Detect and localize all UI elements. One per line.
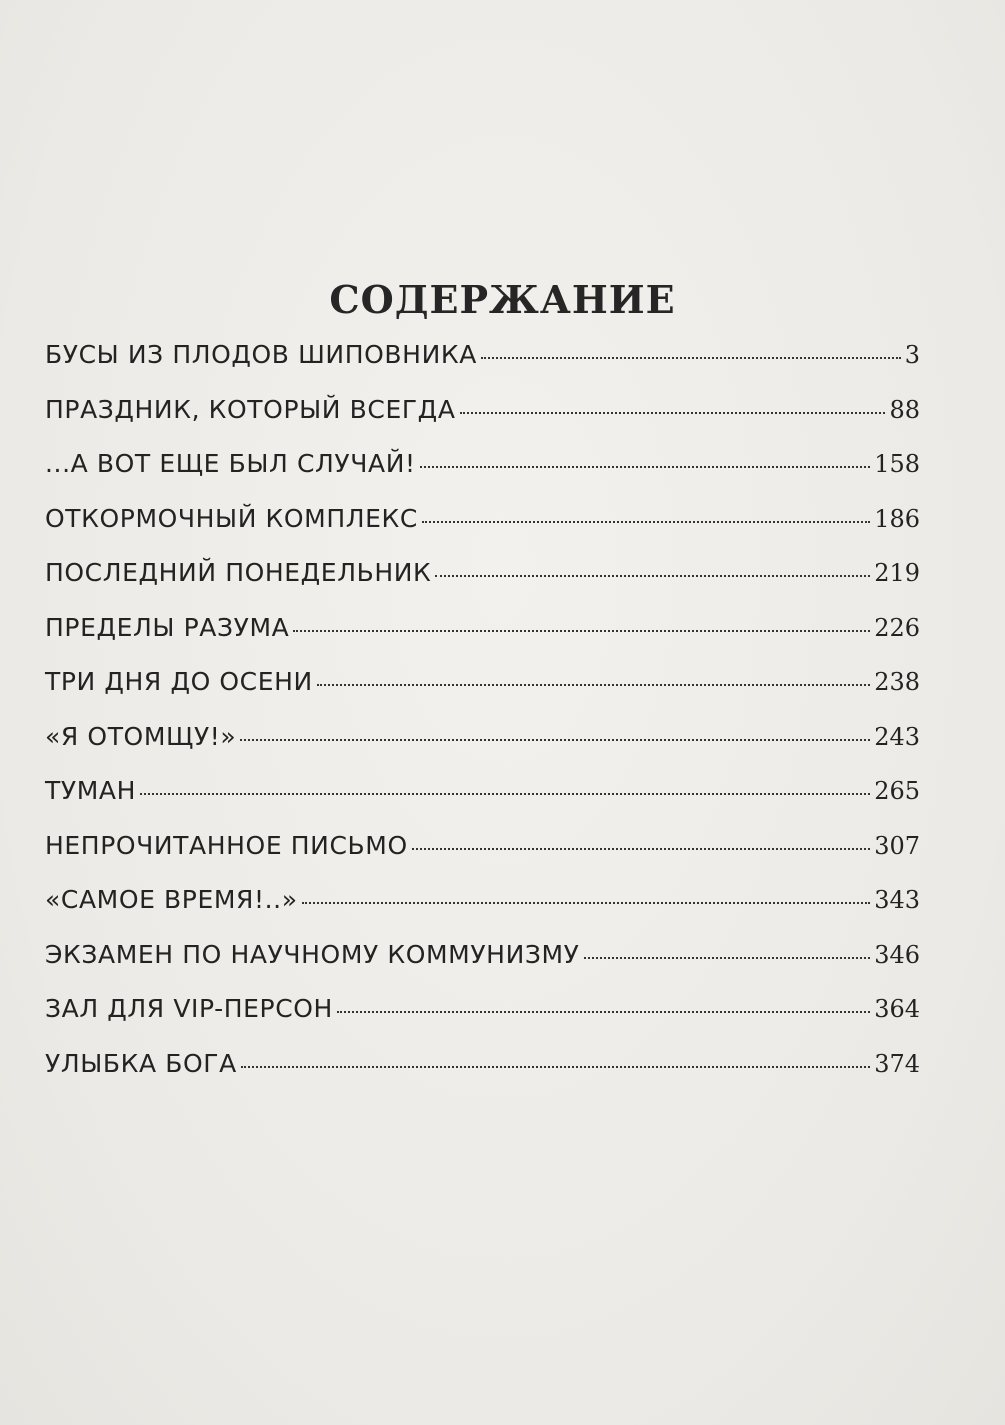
toc-entry — [45, 776, 920, 831]
dot-leader — [460, 412, 886, 414]
toc-entry — [45, 613, 920, 668]
toc-entry-title: БУСЫ ИЗ ПЛОДОВ ШИПОВНИКА — [45, 340, 477, 369]
toc-entry-title: ТРИ ДНЯ ДО ОСЕНИ — [45, 667, 313, 696]
toc-entry — [45, 395, 920, 450]
dot-leader — [584, 957, 871, 959]
toc-entry — [45, 722, 920, 777]
toc-entry — [45, 994, 920, 1049]
toc-entry-title: НЕПРОЧИТАННОЕ ПИСЬМО — [45, 830, 408, 860]
toc-entry — [45, 831, 920, 886]
toc-entry-title: УЛЫБКА БОГА — [45, 1048, 237, 1078]
toc-entry — [45, 558, 920, 613]
toc-entry-page-number: 307 — [874, 831, 920, 860]
toc-entry-page-number: 343 — [874, 886, 920, 914]
toc-entry-page-number: 3 — [904, 341, 920, 369]
toc-entry-page-number: 243 — [874, 722, 920, 751]
table-of-contents — [45, 340, 920, 1103]
dot-leader — [337, 1011, 870, 1013]
toc-entry — [45, 885, 920, 940]
dot-leader — [293, 630, 870, 632]
toc-entry-title: ЭКЗАМЕН ПО НАУЧНОМУ КОММУНИЗМУ — [45, 939, 580, 969]
toc-entry-page-number: 186 — [874, 504, 920, 533]
dot-leader — [241, 1066, 870, 1068]
toc-entry-page-number: 158 — [874, 450, 920, 478]
toc-entry — [45, 940, 920, 995]
toc-entry-title: ПРЕДЕЛЫ РАЗУМА — [45, 612, 290, 642]
dot-leader — [412, 848, 870, 850]
dot-leader — [435, 575, 870, 577]
toc-entry-page-number: 226 — [874, 613, 920, 642]
toc-entry-page-number: 374 — [874, 1049, 920, 1078]
dot-leader — [302, 902, 871, 904]
dot-leader — [422, 521, 870, 523]
dot-leader — [140, 793, 870, 795]
toc-entry-page-number: 88 — [889, 395, 920, 424]
toc-entry-page-number: 265 — [874, 777, 920, 805]
toc-entry-title: ТУМАН — [45, 776, 136, 805]
toc-entry — [45, 504, 920, 559]
toc-entry-title: ...А ВОТ ЕЩЕ БЫЛ СЛУЧАЙ! — [45, 449, 416, 478]
toc-entry-title: «Я ОТОМЩУ!» — [45, 721, 237, 751]
dot-leader — [420, 466, 871, 468]
dot-leader — [481, 357, 901, 359]
dot-leader — [317, 684, 870, 686]
toc-entry-title: ОТКОРМОЧНЫЙ КОМПЛЕКС — [45, 503, 418, 533]
toc-entry-title: ПРАЗДНИК, КОТОРЫЙ ВСЕГДА — [45, 394, 456, 424]
page-title: СОДЕРЖАНИЕ — [329, 277, 676, 323]
toc-entry-page-number: 364 — [874, 995, 920, 1023]
toc-entry-page-number: 219 — [874, 559, 920, 587]
toc-entry — [45, 667, 920, 722]
toc-entry — [45, 340, 920, 395]
toc-entry-title: «САМОЕ ВРЕМЯ!..» — [45, 885, 298, 914]
toc-entry — [45, 449, 920, 504]
toc-entry — [45, 1049, 920, 1104]
toc-entry-title: ПОСЛЕДНИЙ ПОНЕДЕЛЬНИК — [45, 558, 432, 587]
toc-entry-page-number: 346 — [874, 940, 920, 969]
toc-entry-title: ЗАЛ ДЛЯ VIP-ПЕРСОН — [45, 994, 333, 1023]
dot-leader — [240, 739, 870, 741]
toc-entry-page-number: 238 — [874, 668, 920, 696]
